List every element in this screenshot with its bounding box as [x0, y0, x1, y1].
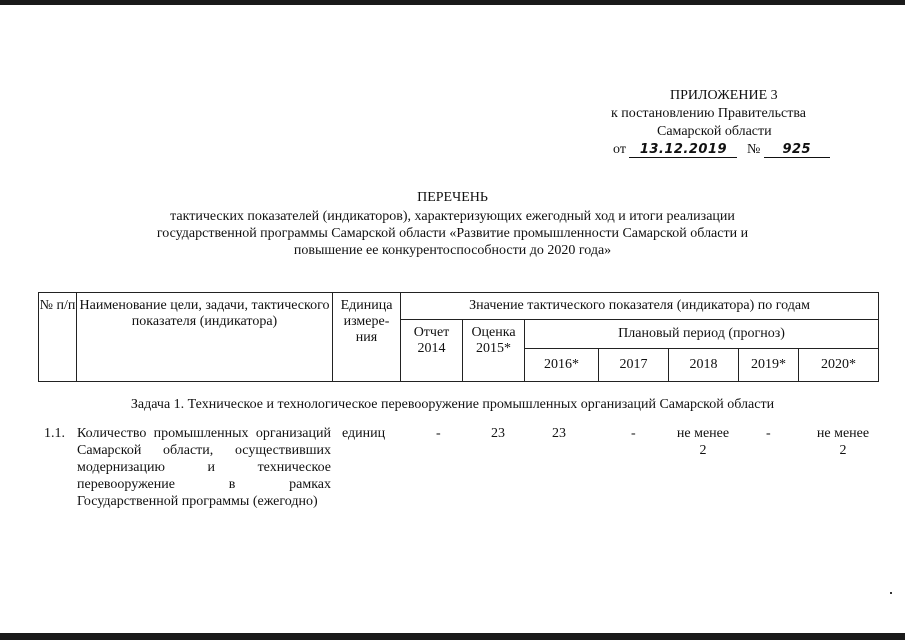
document-title	[0, 189, 905, 259]
appendix-resolution-line: к постановлению Правительства	[611, 106, 807, 121]
row-value-2019: -	[766, 426, 771, 441]
header-unit: Единица измере- ния	[333, 293, 401, 382]
row-value-2016: 23	[552, 426, 566, 441]
header-year: 2020*	[799, 349, 879, 382]
row-value-2015: 23	[491, 426, 505, 441]
row-value-2017: -	[631, 426, 636, 441]
date-prefix: от	[613, 142, 626, 157]
header-report-2014: Отчет 2014	[401, 320, 463, 382]
top-border	[0, 0, 905, 5]
title-line-3: повышение ее конкурентоспособности до 2020 года»	[293, 243, 612, 258]
row-value-2018: не менее 2	[676, 426, 730, 458]
header-year: 2017	[599, 349, 669, 382]
header-year: 2018	[669, 349, 739, 382]
handwritten-date: 13.12.2019	[629, 143, 737, 158]
appendix-date-line	[613, 141, 830, 159]
number-sign: №	[746, 142, 761, 157]
row-value-2020: не менее 2	[816, 426, 870, 458]
header-values: Значение тактического показателя (индикатора) по годам	[401, 293, 879, 320]
bottom-border	[0, 633, 905, 640]
header-num: № п/п	[39, 293, 77, 382]
header-plan-period: Плановый период (прогноз)	[525, 320, 879, 349]
header-name: Наименование цели, задачи, тактического показателя (индикатора)	[77, 293, 333, 382]
row-value-2014: -	[436, 426, 441, 441]
header-estimate-2015: Оценка 2015*	[463, 320, 525, 382]
appendix-title: ПРИЛОЖЕНИЕ 3	[670, 88, 778, 103]
task-heading: Задача 1. Техническое и технологическое перевооружение промышленных организаций Самарской области	[130, 397, 775, 412]
title-heading: ПЕРЕЧЕНЬ	[417, 190, 488, 205]
scan-speck	[890, 592, 892, 594]
row-unit: единиц	[342, 426, 386, 441]
row-indicator-name: Количество промышленных организаций Самарской области, осуществивших модернизацию и техническое перевооружение в рамках Государственной программы (ежегодно)	[77, 426, 331, 509]
header-year: 2019*	[739, 349, 799, 382]
handwritten-number: 925	[764, 143, 830, 158]
title-line-1: тактических показателей (индикаторов), характеризующих ежегодный ход и итоги реализации	[170, 209, 735, 224]
title-line-2: государственной программы Самарской области «Развитие промышленности Самарской области и	[156, 226, 749, 241]
header-year: 2016*	[525, 349, 599, 382]
appendix-region-line: Самарской области	[657, 124, 772, 139]
indicators-table	[38, 292, 879, 382]
row-number: 1.1.	[44, 426, 65, 441]
